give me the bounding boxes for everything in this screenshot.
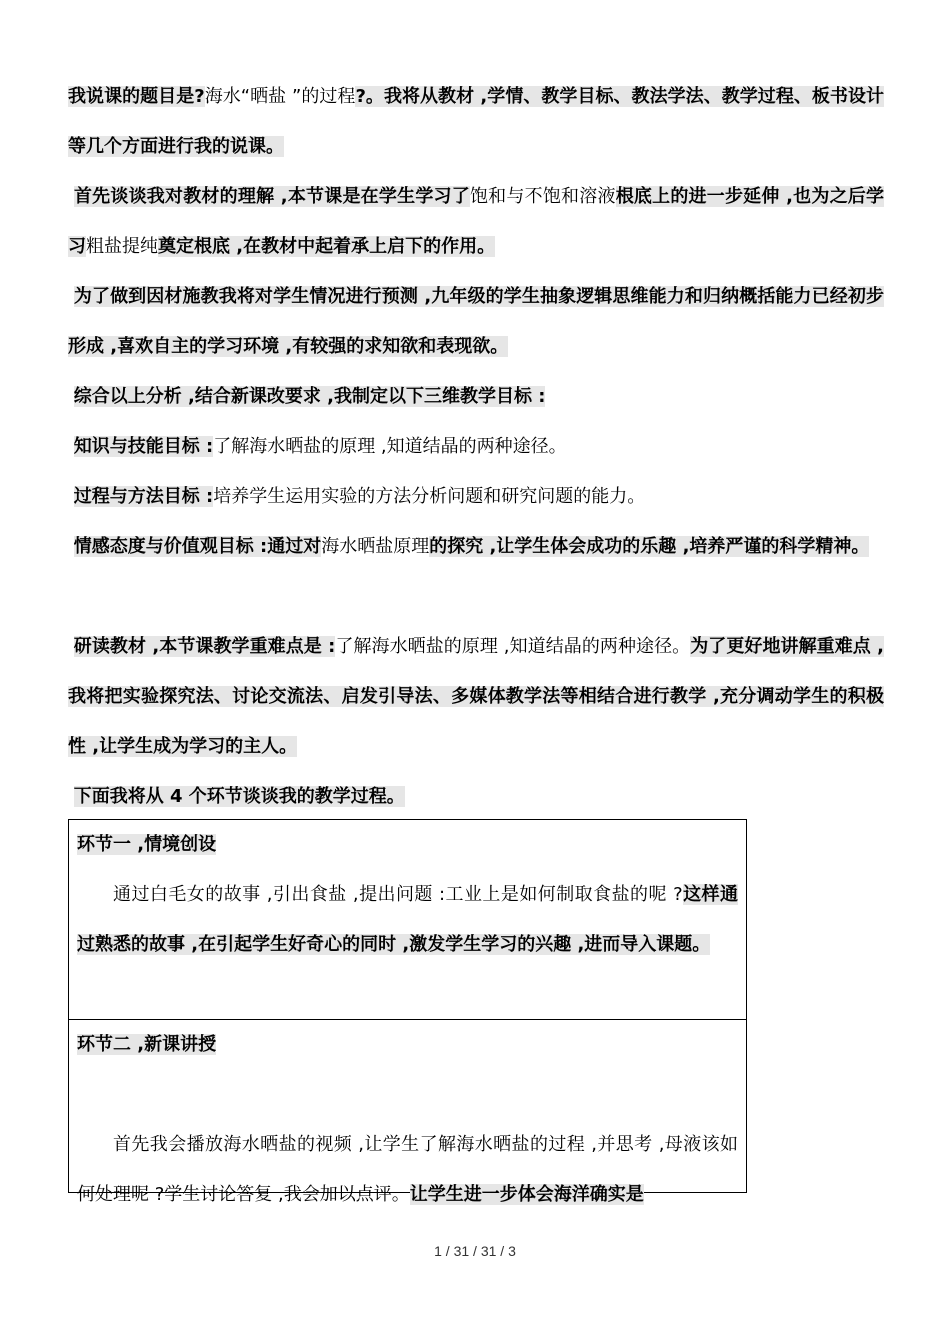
section-one-title: 环节一 ,情境创设	[77, 834, 217, 855]
section-two-body	[77, 1120, 738, 1220]
knowledge-goal-text: 了解海水晒盐的原理 ,知道结晶的两种途径。	[213, 436, 567, 457]
key-points-paragraph	[68, 622, 884, 772]
intro-paragraph	[68, 72, 884, 172]
key-points-text: 了解海水晒盐的原理 ,知道结晶的两种途径。	[335, 636, 691, 657]
goals-intro-paragraph	[68, 372, 884, 422]
process-intro-paragraph	[68, 772, 884, 822]
textbook-text-c: 根底上的进一步延伸 ,也为之后学习	[68, 186, 884, 257]
section-one-cell	[69, 820, 746, 1020]
section-two-title: 环节二 ,新课讲授	[77, 1034, 217, 1055]
section-one-bold-text: 这样通过熟悉的故事 ,在引起学生好奇心的同时 ,激发学生学习的兴趣 ,进而导入课题。	[77, 884, 739, 955]
knowledge-goal-paragraph	[68, 422, 884, 472]
intro-text-b: 海水“晒盐 ”的过程	[204, 86, 356, 107]
section-two-bold-text: 让学生进一步体会海洋确实是	[409, 1184, 644, 1205]
students-text: 为了做到因材施教我将对学生情况进行预测 ,九年级的学生抽象逻辑思维能力和归纳概括能力已经初步形成 ,喜欢自主的学习环境 ,有较强的求知欲和表现欲。	[68, 286, 884, 357]
section-two-cell	[69, 1020, 746, 1205]
emotion-goal-paragraph	[68, 522, 884, 572]
goals-intro-text: 综合以上分析 ,结合新课改要求 ,我制定以下三维教学目标 :	[73, 386, 546, 407]
key-points-label: 研读教材 ,本节课教学重难点是 :	[73, 636, 336, 657]
textbook-paragraph	[68, 172, 884, 272]
intro-text-a: 我说课的题目是?	[68, 86, 205, 107]
process-goal-paragraph	[68, 472, 884, 522]
textbook-text-b: 饱和与不饱和溶液	[469, 186, 616, 207]
methods-text: 为了更好地讲解重难点 ,我将把实验探究法、讨论交流法、启发引导法、多媒体教学法等相结合进行教学 ,充分调动学生的积极性 ,让学生成为学习的主人。	[68, 636, 884, 757]
intro-text-c: ?。我将从教材 ,学情、教学目标、教法学法、教学过程、板书设计等几个方面进行我的说课。	[68, 86, 884, 157]
process-intro-text: 下面我将从 4 个环节谈谈我的教学过程。	[73, 786, 405, 807]
section-two-blank-line	[77, 1070, 738, 1120]
emotion-goal-text-a: 情感态度与价值观目标 :通过对	[73, 536, 322, 557]
emotion-goal-text-c: 的探究 ,让学生体会成功的乐趣 ,培养严谨的科学精神。	[429, 536, 870, 557]
section-one-title-line	[77, 820, 738, 870]
teaching-process-table	[68, 819, 747, 1205]
process-goal-label: 过程与方法目标 :	[73, 486, 214, 507]
process-goal-text: 培养学生运用实验的方法分析问题和研究问题的能力。	[213, 486, 646, 507]
textbook-text-e: 奠定根底 ,在教材中起着承上启下的作用。	[158, 236, 496, 257]
knowledge-goal-label: 知识与技能目标 :	[73, 436, 214, 457]
section-one-plain-text: 通过白毛女的故事 ,引出食盐 ,提出问题 :工业上是如何制取食盐的呢 ?	[113, 884, 683, 905]
textbook-text-d: 粗盐提纯	[86, 236, 158, 257]
section-one-body	[77, 870, 738, 970]
section-two-title-line	[77, 1020, 738, 1070]
section-two-plain-text: 首先我会播放海水晒盐的视频 ,让学生了解海水晒盐的过程 ,并思考 ,母液该如何处理呢 ?学生讨论答复 ,我会加以点评。	[77, 1134, 738, 1205]
students-paragraph	[68, 272, 884, 372]
page-number-footer: 1 / 31 / 31 / 3	[434, 1243, 516, 1259]
textbook-text-a: 首先谈谈我对教材的理解 ,本节课是在学生学习了	[73, 186, 470, 207]
emotion-goal-text-b: 海水晒盐原理	[321, 536, 430, 557]
